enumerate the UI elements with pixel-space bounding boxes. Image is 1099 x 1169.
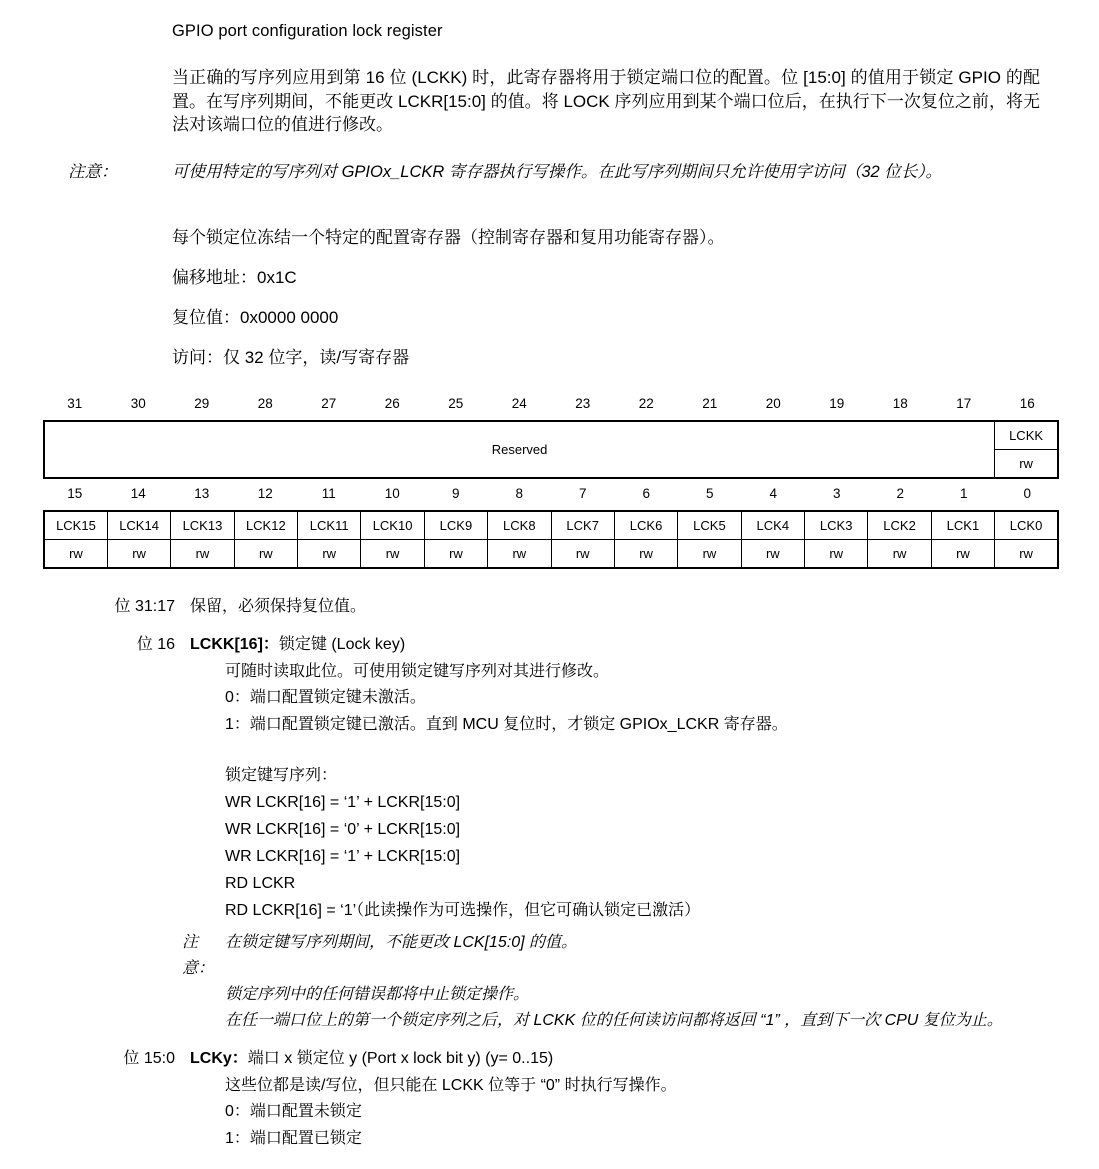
note-text: 可使用特定的写序列对 GPIOx_LCKR 寄存器执行写操作。在此写序列期间只允许使用字访问（32 位长）。 bbox=[172, 163, 943, 181]
low-bit-numbers bbox=[43, 486, 1059, 501]
bit-number: 17 bbox=[956, 396, 972, 411]
lck-cell: LCK12 bbox=[234, 511, 297, 540]
sequence-line: WR LCKR[16] = ‘0’ + LCKR[15:0] bbox=[225, 821, 461, 838]
bit-number: 15 bbox=[67, 486, 83, 501]
high-bit-numbers bbox=[43, 396, 1059, 411]
offset-address: 偏移地址：0x1C bbox=[172, 268, 297, 287]
bit-number: 25 bbox=[448, 396, 464, 411]
page-title: GPIO port configuration lock register bbox=[172, 22, 443, 40]
rw-cell: rw bbox=[44, 540, 107, 569]
note-line: 在任一端口位上的第一个锁定序列之后，对 LCKK 位的任何读访问都将返回 “1” ，直到下一次 CPU 复位为止。 bbox=[225, 1012, 1003, 1029]
lckk-cell: LCKK bbox=[995, 421, 1058, 450]
bit-number: 10 bbox=[384, 486, 400, 501]
rw-cell: rw bbox=[551, 540, 614, 569]
field-value-1: 1：端口配置锁定键已激活。直到 MCU 复位时，才锁定 GPIOx_LCKR 寄存器。 bbox=[225, 715, 788, 733]
sequence-line: WR LCKR[16] = ‘1’ + LCKR[15:0] bbox=[225, 794, 461, 811]
sequence-title: 锁定键写序列： bbox=[225, 767, 338, 784]
field-description: 保留，必须保持复位值。 bbox=[190, 598, 367, 615]
bit-number: 13 bbox=[194, 486, 210, 501]
bit-number: 4 bbox=[769, 486, 777, 501]
lck-cell: LCK14 bbox=[107, 511, 170, 540]
freeze-paragraph: 每个锁定位冻结一个特定的配置寄存器（控制寄存器和复用功能寄存器）。 bbox=[172, 228, 725, 247]
rw-cell: rw bbox=[424, 540, 487, 569]
lck-cell: LCK3 bbox=[805, 511, 868, 540]
sequence-line: RD LCKR bbox=[225, 875, 296, 892]
bit-number: 22 bbox=[638, 396, 654, 411]
bit-number: 0 bbox=[1023, 486, 1031, 501]
note-line: 在锁定键写序列期间，不能更改 LCK[15:0] 的值。 bbox=[225, 934, 578, 951]
lck-cell: LCK0 bbox=[995, 511, 1058, 540]
field-name: LCKK[16]： bbox=[190, 636, 279, 653]
rw-cell: rw bbox=[171, 540, 234, 569]
field-name: LCKy： bbox=[190, 1050, 248, 1067]
field-line: 可随时读取此位。可使用锁定键写序列对其进行修改。 bbox=[225, 662, 610, 680]
note-label: 注意： bbox=[182, 934, 215, 977]
lck-cell: LCK8 bbox=[488, 511, 551, 540]
lck-cell: LCK9 bbox=[424, 511, 487, 540]
rw-cell: rw bbox=[741, 540, 804, 569]
intro-paragraph: 当正确的写序列应用到第 16 位 (LCKK) 时，此寄存器将用于锁定端口位的配置。位 [15:0] 的值用于锁定 GPIO 的配置。在写序列期间，不能更改 LCKR[15:0] 的值。将 LOCK 序列应用到某个端口位后，在执行下一次复位之前，将无法对该端口位的值进行修改。 bbox=[172, 68, 1040, 134]
bit-number: 14 bbox=[130, 486, 146, 501]
rw-cell: rw bbox=[995, 450, 1058, 479]
lck-cell: LCK4 bbox=[741, 511, 804, 540]
field-label: 位 15:0 bbox=[123, 1050, 175, 1067]
sequence-line: WR LCKR[16] = ‘1’ + LCKR[15:0] bbox=[225, 848, 461, 865]
field-reserved bbox=[0, 594, 1065, 621]
field-lckk bbox=[0, 632, 1065, 738]
lck-cell: LCK10 bbox=[361, 511, 424, 540]
lck-cell: LCK7 bbox=[551, 511, 614, 540]
bit-number: 2 bbox=[896, 486, 904, 501]
field-value-0: 0：端口配置未锁定 bbox=[225, 1103, 362, 1120]
field-value-0: 0：端口配置锁定键未激活。 bbox=[225, 689, 426, 706]
rw-cell: rw bbox=[805, 540, 868, 569]
note-label: 注意： bbox=[68, 163, 118, 181]
lck-cell: LCK1 bbox=[931, 511, 994, 540]
rw-cell: rw bbox=[234, 540, 297, 569]
rw-cell: rw bbox=[931, 540, 994, 569]
reserved-cell: Reserved bbox=[44, 421, 995, 478]
lck-cell: LCK15 bbox=[44, 511, 107, 540]
lck-cell: LCK5 bbox=[678, 511, 741, 540]
reset-value: 复位值：0x0000 0000 bbox=[172, 308, 339, 327]
bit-number: 1 bbox=[959, 486, 968, 501]
bit-number: 23 bbox=[575, 396, 591, 411]
rw-cell: rw bbox=[361, 540, 424, 569]
rw-cell: rw bbox=[995, 540, 1058, 569]
register-table-low bbox=[43, 510, 1059, 569]
bit-number: 6 bbox=[642, 486, 650, 501]
bit-number: 18 bbox=[892, 396, 908, 411]
bit-number: 28 bbox=[257, 396, 273, 411]
bit-number: 16 bbox=[1019, 396, 1035, 411]
rw-cell: rw bbox=[868, 540, 931, 569]
field-name-desc: 锁定键 (Lock key) bbox=[278, 636, 406, 653]
field-value-1: 1：端口配置已锁定 bbox=[225, 1129, 362, 1147]
bit-number: 21 bbox=[702, 396, 718, 411]
field-label: 位 16 bbox=[136, 636, 175, 653]
top-note bbox=[68, 160, 1044, 184]
bit-number: 31 bbox=[67, 396, 83, 411]
register-table-high bbox=[43, 420, 1059, 479]
bit-number: 24 bbox=[511, 396, 527, 411]
lck-cell: LCK2 bbox=[868, 511, 931, 540]
bit-number: 29 bbox=[194, 396, 210, 411]
bit-number: 5 bbox=[705, 486, 714, 501]
bit-number: 7 bbox=[578, 486, 587, 501]
sequence-line: RD LCKR[16] = ‘1’（此读操作为可选操作，但它可确认锁定已激活） bbox=[225, 902, 701, 919]
field-name-line bbox=[190, 1046, 1045, 1073]
rw-cell: rw bbox=[614, 540, 677, 569]
bit-number: 9 bbox=[451, 486, 460, 501]
access-info: 访问：仅 32 位字，读/写寄存器 bbox=[172, 348, 410, 367]
bit-number: 30 bbox=[130, 396, 146, 411]
rw-cell: rw bbox=[488, 540, 551, 569]
lck-cell: LCK13 bbox=[171, 511, 234, 540]
bit-number: 27 bbox=[321, 396, 337, 411]
bit-number: 20 bbox=[765, 396, 781, 411]
bit-number: 26 bbox=[384, 396, 400, 411]
inner-note bbox=[182, 930, 1052, 1034]
lock-sequence-block bbox=[225, 762, 700, 924]
rw-cell: rw bbox=[107, 540, 170, 569]
lck-cell: LCK11 bbox=[298, 511, 361, 540]
field-name-line bbox=[190, 632, 1045, 659]
rw-cell: rw bbox=[298, 540, 361, 569]
note-line: 锁定序列中的任何错误都将中止锁定操作。 bbox=[225, 986, 530, 1003]
bit-number: 11 bbox=[321, 486, 336, 501]
field-name-desc: 端口 x 锁定位 y (Port x lock bit y) (y= 0..15) bbox=[247, 1050, 554, 1067]
field-lcky bbox=[0, 1046, 1065, 1152]
bit-number: 19 bbox=[829, 396, 845, 411]
rw-cell: rw bbox=[678, 540, 741, 569]
bit-number: 3 bbox=[832, 486, 841, 501]
lck-cell: LCK6 bbox=[614, 511, 677, 540]
bit-number: 12 bbox=[257, 486, 273, 501]
field-label: 位 31:17 bbox=[114, 598, 175, 615]
field-line: 这些位都是读/写位，但只能在 LCKK 位等于 “0” 时执行写操作。 bbox=[225, 1076, 677, 1094]
bit-number: 8 bbox=[515, 486, 523, 501]
